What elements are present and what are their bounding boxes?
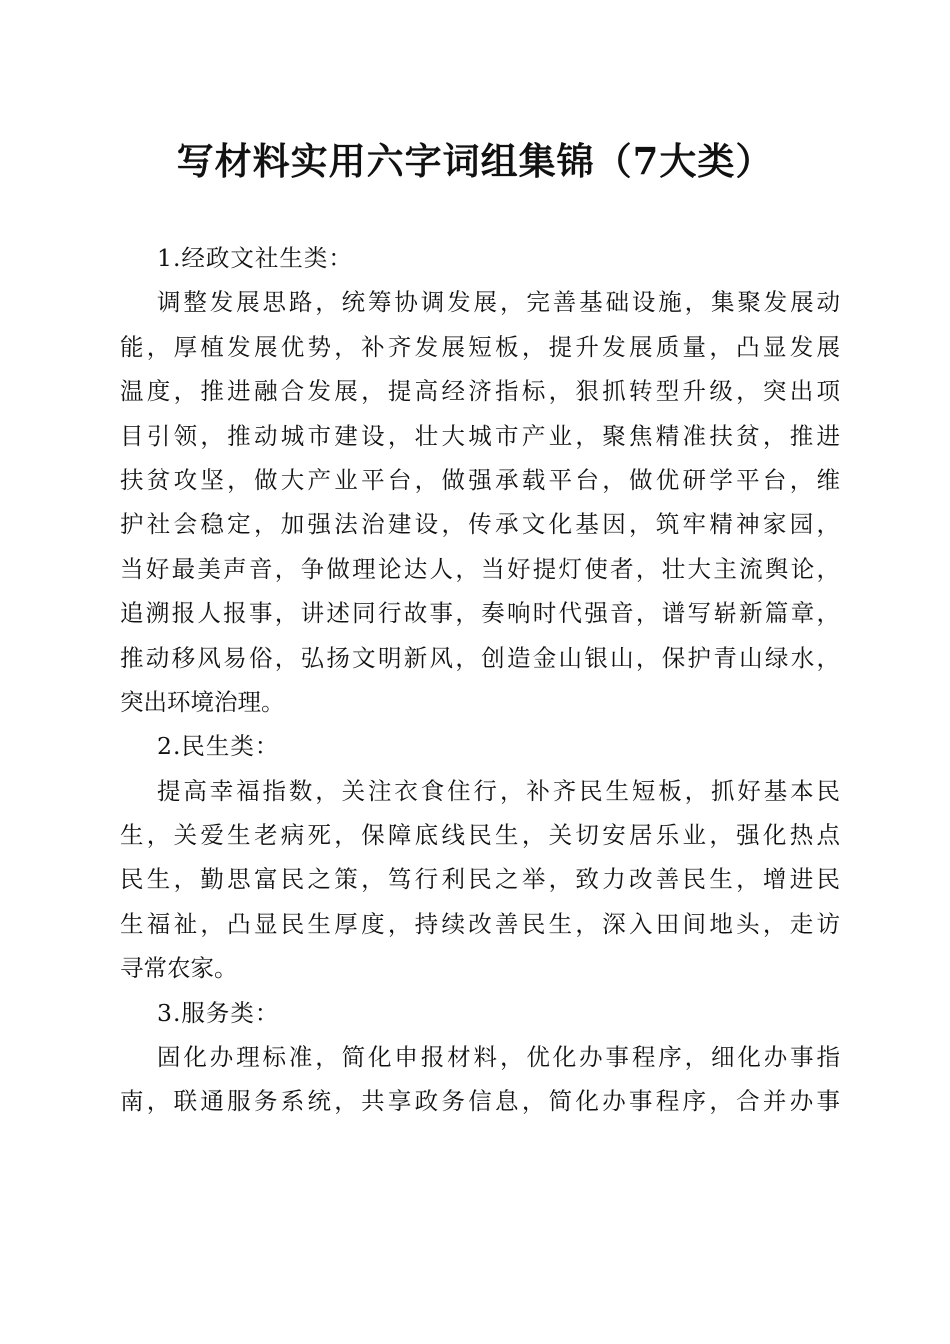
- paragraph-line: 寻常农家。: [120, 954, 238, 983]
- paragraph-line: 突出环境治理。: [120, 687, 285, 716]
- paragraph-line: 生，关爱生老病死，保障底线民生，关切安居乐业，强化热点: [120, 821, 840, 850]
- paragraph-line: 追溯报人报事，讲述同行故事，奏响时代强音，谱写崭新篇章，: [120, 599, 840, 628]
- paragraph-line: 扶贫攻坚，做大产业平台，做强承载平台，做优研学平台，维: [120, 465, 840, 494]
- paragraph-line: 生福祉，凸显民生厚度，持续改善民生，深入田间地头，走访: [120, 909, 840, 938]
- paragraph-line: 能，厚植发展优势，补齐发展短板，提升发展质量，凸显发展: [120, 332, 840, 361]
- document-title: 写材料实用六字词组集锦（7大类）: [176, 139, 774, 183]
- paragraph-line: 推动移风易俗，弘扬文明新风，创造金山银山，保护青山绿水，: [120, 643, 840, 672]
- document-body: [120, 236, 840, 1124]
- section-heading-3: 3.服务类：: [157, 998, 280, 1027]
- paragraph-line: 调整发展思路，统筹协调发展，完善基础设施，集聚发展动: [157, 288, 840, 317]
- paragraph-line: 民生，勤思富民之策，笃行利民之举，致力改善民生，增进民: [120, 865, 840, 894]
- paragraph-line: 温度，推进融合发展，提高经济指标，狠抓转型升级，突出项: [120, 377, 840, 406]
- paragraph-line: 提高幸福指数，关注衣食住行，补齐民生短板，抓好基本民: [157, 776, 840, 805]
- paragraph-line: 当好最美声音，争做理论达人，当好提灯使者，壮大主流舆论，: [120, 554, 840, 583]
- paragraph-line: 目引领，推动城市建设，壮大城市产业，聚焦精准扶贫，推进: [120, 421, 840, 450]
- paragraph-line: 护社会稳定，加强法治建设，传承文化基因，筑牢精神家园，: [120, 510, 840, 539]
- paragraph-line: 南，联通服务系统，共享政务信息，简化办事程序，合并办事: [120, 1087, 840, 1116]
- paragraph-line: 固化办理标准，简化申报材料，优化办事程序，细化办事指: [157, 1043, 840, 1072]
- section-heading-1: 1.经政文社生类：: [157, 244, 353, 272]
- section-heading-2: 2.民生类：: [157, 732, 280, 761]
